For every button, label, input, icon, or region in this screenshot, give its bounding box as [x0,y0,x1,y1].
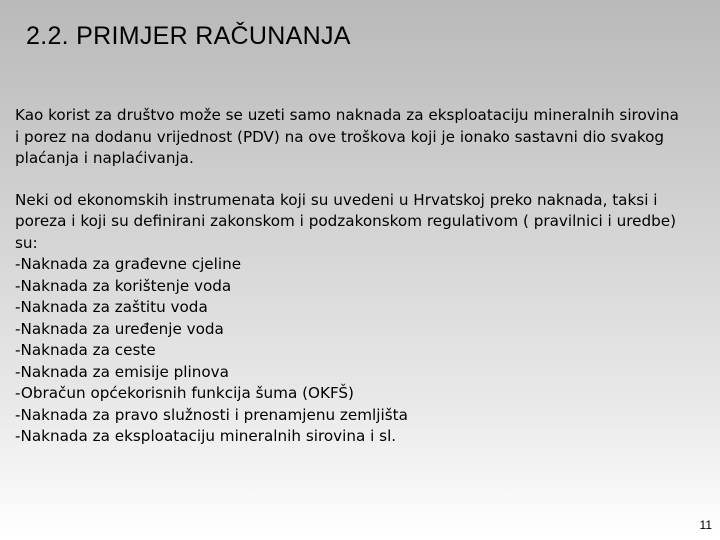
instruments-line: su: [15,233,38,252]
instruments-line: poreza i koji su definirani zakonskom i podzakonskom regulativom ( pravilnici i uredbe) [15,212,677,230]
list-item: -Naknada za ceste [15,341,156,359]
list-item: -Naknada za uređenje voda [15,319,224,338]
slide-content [15,105,715,448]
instruments-line: Neki od ekonomskih instrumenata koji su uvedeni u Hrvatskoj preko naknada, taksi i [15,190,658,209]
list-item: -Naknada za građevne cjeline [15,255,242,273]
intro-line: Kao korist za društvo može se uzeti samo naknada za eksploataciju mineralnih sirovina [15,106,679,124]
paragraph-spacer [15,170,715,190]
intro-line: i porez na dodanu vrijednost (PDV) na ove troškova koji je ionako sastavni dio svakog [15,127,665,146]
list-item: -Naknada za zaštitu voda [15,298,208,316]
page-number: 11 [699,518,712,532]
list-item: -Naknada za pravo služnosti i prenamjenu zemljišta [15,405,408,424]
list-item: -Naknada za emisije plinova [15,362,229,381]
list-item: -Obračun općekorisnih funkcija šuma (OKFŠ) [15,384,354,402]
intro-paragraph [15,105,715,170]
instruments-paragraph [15,190,715,255]
instruments-list [15,254,715,448]
list-item: -Naknada za eksploataciju mineralnih sirovina i sl. [15,427,397,445]
slide-title: 2.2. PRIMJER RAČUNANJA [26,22,351,50]
intro-line: plaćanja i naplaćivanja. [15,149,194,167]
list-item: -Naknada za korištenje voda [15,276,232,295]
